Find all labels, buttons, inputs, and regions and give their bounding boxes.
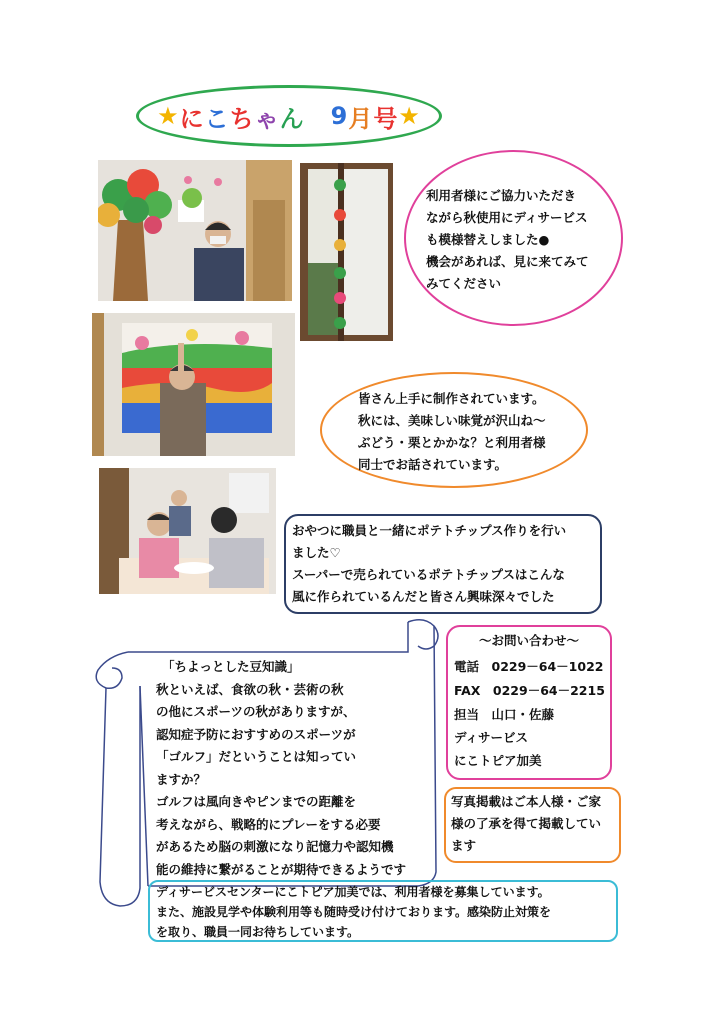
trivia-line: 認知症予防におすすめのスポーツが xyxy=(156,726,356,742)
star-icon: ★ xyxy=(157,102,180,130)
bubble-text: 皆さん上手に制作されています。 秋には、美味しい味覚が沢山ね～ ぶどう・栗とかかな？と利用者様 同士でお話されています。 xyxy=(358,391,546,472)
contact-staff: 担当 山口・佐藤 xyxy=(454,707,555,722)
trivia-text xyxy=(156,656,436,881)
note-text: おやつに職員と一緒にポテトチップス作りを行い ました♡ スーパーで売られているポテトチップスはこんな 風に作られているんだと皆さん興味深々でした xyxy=(292,523,567,604)
contact-box xyxy=(446,625,612,780)
bubble-text: 利用者様にご協力いただき ながら秋使用にディサービス も模様替えしました● 機会があれば、見に来てみて みてください xyxy=(426,188,589,291)
title-char: ゃ xyxy=(254,104,280,133)
title-char: に xyxy=(179,104,205,133)
contact-phone: 電話 0229－64－1022 xyxy=(454,659,604,674)
trivia-line: があるため脳の刺激になり記憶力や認知機 xyxy=(156,839,394,854)
trivia-line: ますか？ xyxy=(156,771,207,787)
trivia-line: 能の維持に繋がることが期待できるようです xyxy=(156,861,407,877)
photo-flower-art xyxy=(92,313,295,456)
title-banner xyxy=(136,85,442,147)
contact-service: ディサービス xyxy=(454,730,529,745)
issue-char: 号 xyxy=(373,104,399,133)
recruitment-box xyxy=(148,880,618,942)
photo-tree-decoration xyxy=(98,160,292,301)
contact-heading: ～お問い合わせ～ xyxy=(478,633,579,648)
star-icon: ★ xyxy=(398,102,421,130)
contact-fax: FAX 0229－64－2215 xyxy=(454,683,605,698)
photo-window-decoration xyxy=(300,163,393,341)
issue-char: 9 xyxy=(330,102,349,130)
trivia-line: の他にスポーツの秋がありますが、 xyxy=(156,704,356,719)
notice-text: 写真掲載はご本人様・ご家 様の了承を得て掲載してい ます xyxy=(451,794,602,853)
title-char: ち xyxy=(229,104,255,133)
title-char: ん xyxy=(279,104,305,133)
trivia-line: 「ゴルフ」だということは知ってい xyxy=(156,749,357,764)
trivia-line: 考えながら、戦略的にプレーをする必要 xyxy=(156,816,381,832)
art-comment-bubble xyxy=(320,372,588,488)
decoration-comment-bubble xyxy=(404,150,623,326)
trivia-heading: 「ちよっとした豆知識」 xyxy=(162,659,300,674)
photo-consent-notice xyxy=(444,787,621,863)
trivia-line: 秋といえば、食欲の秋・芸術の秋 xyxy=(156,681,344,697)
title-char: こ xyxy=(204,104,230,133)
snack-note-box xyxy=(284,514,602,614)
contact-facility: にこトピア加美 xyxy=(454,753,542,768)
trivia-line: ゴルフは風向きやピンまでの距離を xyxy=(156,794,357,809)
recruit-text: ディサービスセンターにこトピア加美では、利用者様を募集しています。 また、施設見学や体験利用等も随時受け付けております。感染防止対策を を取り、職員一同お待ちしています。 xyxy=(156,885,552,939)
issue-char: 月 xyxy=(348,104,374,133)
photo-snack-making xyxy=(99,468,276,594)
